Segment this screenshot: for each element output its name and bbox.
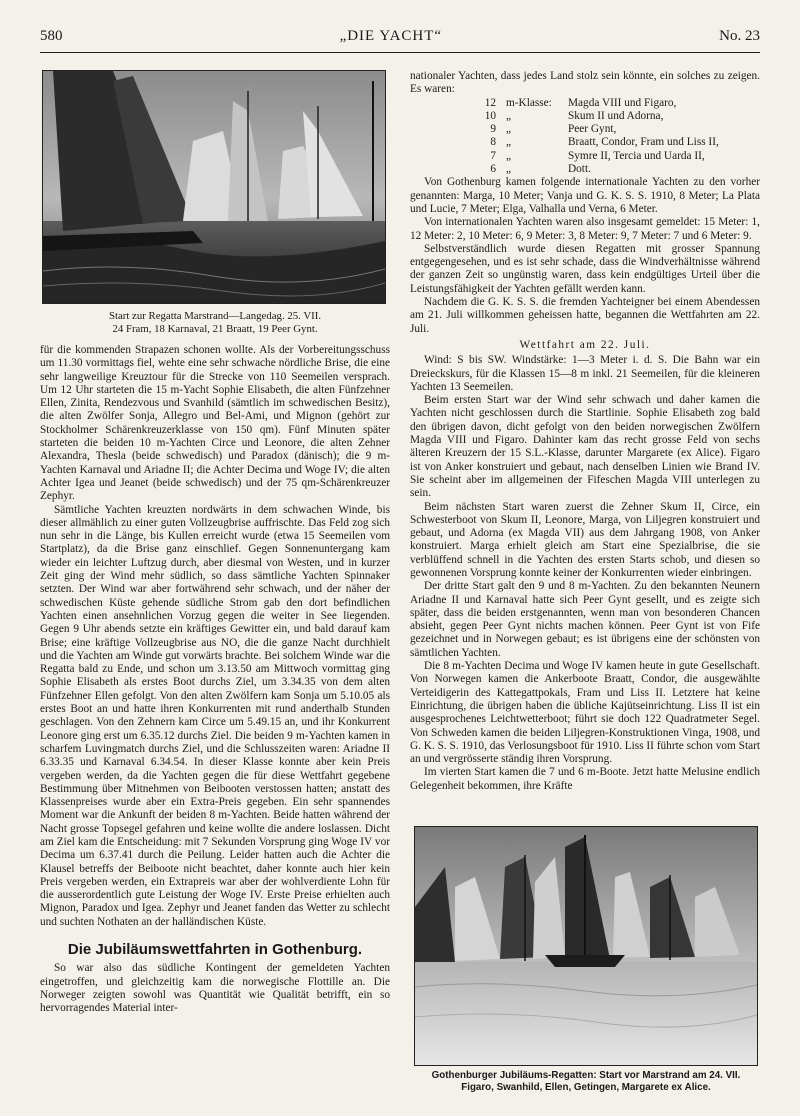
class-yachts: Peer Gynt, <box>568 123 617 136</box>
class-unit: „ <box>506 149 512 162</box>
right-paragraph-b5: Die 8 m-Yachten Decima und Woge IV kamen heute in gute Gesellschaft. Von Norwegen kamen die Ankerboote Braatt, Condor, die ausgewählte Verteidigerin des Kattegattpokals, Fram und Liss II. Letztere hat keine Einrichtung, die übrigen haben die übliche Kajütseinrichtung. Liss II ist ein ausgesprochenes Leichtwetterboot; führt sie doch 122 Quadratmeter Segel. Von Schweden kamen die beiden Liljegren-Konstruktionen Vinga, 1908, und G. K. S. S. 1910, das Verlosungsboot für 1910. Liss II führte schon vom Start an und vergrösserte ständig ihren Vorsprung. <box>410 660 760 766</box>
class-yachts: Symre II, Tercia und Uarda II, <box>568 149 705 162</box>
left-paragraph-2: Sämtliche Yachten kreuzten nordwärts in dem schwachen Winde, bis dieser allmählich zu einer guten Vollzeugbrise auffrischte. Das Feld zog sich nun sehr in die Länge, bis Kullen erreicht wurde (etwa 15 Seemeilen vom Startplatz), da die Brise ganz einschlief. Gegen Sonnenuntergang kam wieder ein leichter Luftzug durch, aber diesmal von Westen, und in kurzer Zeit ging der Wind mehr südlich, so dass sämtliche Yachten Spinnaker setzten. Der Wind war aber fortwährend sehr schwach, und der näher der schwedischen Küste gehende südliche Strom gab den dort befindlichen Yachten einen ansehnlichen Vorzug gegen die weiter in See liegenden. Gegen 9 Uhr abends setzte ein kräftiges Gewitter ein, und bald darauf kam Brise; eine kräftige Vollzeugbrise aus NO, die die ganze Nacht durchhielt und die Yachten am Winde gut vorwärts brachte. Bei solchem Winde war die Regatta bald zu Ende, und schon um 3.13.50 am Mittwoch vormittag ging Sophie Elisabeth als erstes Boot durchs Ziel, um 3.34.35 von dem alten Fünfzehner Ellen gefolgt. Von den alten Zwölfern kam Sonja um 5.10.05 als erstes Boot an und hatte ihren Konkurrenten mit rund anderthalb Stunden geschlagen. Von den Zehnern kam Circe um 5.49.15 an, und ihr Konkurrent Leonore ging erst um 6.35.12 durchs Ziel. Die beiden 9 m-Yachten kamen in scharfem Luvingmatch durchs Ziel, und die Schlusszeiten waren: Ariadne II 6.33.35 und Karnaval 6.34.54. In dieser Klasse konnte aber kein Preis vergeben werden, da die Yachten gegen die für diese Wettfahrt gegebene Bestimmung über Mitnehmen von Beibooten verstossen hatten; anstatt des Klassenpreises wurde aber ein Extra-Preis gegeben. Ein sehr spannendes Moment war die Ankunft der beiden 8 m-Yachten. Beide hatten während der Nacht grosse Topsegel gefahren und keine wollte die andere loslassen. Dicht am Ziel kam die Entscheidung: mit 7 Sekunden Vorsprung ging Woge IV vor Decima um 6.37.41 durch die Peilung. Leider hatten auch die Achter die Klausel betreffs der Beiboote nicht beachtet, daher konnte auch hier kein Preis vergeben werden, ein Extrapreis war aber der wohlverdiente Lohn für die ausserordentlich gute Leistung der Woge IV. Erste Preise erhielten auch Mignon, Paradox und Igea. Zephyr und Jeanet fanden das Wetter zu schlecht und suchten Nothaten an der halländischen Küste. <box>40 503 390 928</box>
right-paragraph-b3: Beim nächsten Start waren zuerst die Zehner Skum II, Circe, ein Schwesterboot von Skum II, Leonore, Marga, von Liljegren konstruiert und gebaut, und Adorna (ex Magda VII) aus dem Jahrgang 1908, von Anker konstruiert. Marga erhielt gleich am Start eine Spezialbrise, die sie verblüffend schnell in die Yachten des ersten Starts schob, und diesen so gewonnenen Vorsprung konnte keiner der Konkurrenten wieder einbringen. <box>410 500 760 579</box>
right-paragraph-a2: Von internationalen Yachten waren also insgesamt gemeldet: 15 Meter: 1, 12 Meter: 2, 10 Meter: 6, 9 Meter: 3, 8 Meter: 9, 7 Meter: 7 und 6 Meter: 9. <box>410 216 760 242</box>
class-size: 6 <box>490 163 496 176</box>
table-row <box>462 150 723 163</box>
photo-top-caption <box>40 310 390 336</box>
race-subheading: Wettfahrt am 22. Juli. <box>519 338 651 351</box>
class-size: 10 <box>484 109 496 122</box>
photo-top-caption-line2: 24 Fram, 18 Karnaval, 21 Braatt, 19 Peer Gynt. <box>112 323 318 335</box>
regatta-photo-bottom <box>414 826 758 1066</box>
class-size: 7 <box>490 149 496 162</box>
class-unit: m-Klasse: <box>506 96 552 109</box>
right-paragraph-a4: Nachdem die G. K. S. S. die fremden Yachteigner bei einem Abendessen am 21. Juli willkommen geheissen hatte, begannen die Wettfahrten am 22. Juli. <box>410 296 760 335</box>
right-paragraph-b1: Wind: S bis SW. Windstärke: 1—3 Meter i. d. S. Die Bahn war ein Dreieckskurs, für die Klassen 15—8 m inkl. 21 Seemeilen, für die kleineren Yachten 13 Seemeilen. <box>410 354 760 393</box>
table-row <box>462 123 723 136</box>
class-yachts: Skum II und Adorna, <box>568 109 664 122</box>
page-header <box>40 28 760 53</box>
class-unit: „ <box>506 123 512 136</box>
photo-top-caption-line1: Start zur Regatta Marstrand—Langedag. 25. VII. <box>108 310 322 322</box>
right-paragraph-b6: Im vierten Start kamen die 7 und 6 m-Boote. Jetzt hatte Melusine endlich Gelegenheit bekommen, ihre Kräfte <box>410 766 760 792</box>
photo-bottom-caption-line1: Gothenburger Jubiläums-Regatten: Start vor Marstrand am 24. VII. <box>431 1070 741 1081</box>
table-row <box>462 110 723 123</box>
photo-bottom-caption-line2: Figaro, Swanhild, Ellen, Getingen, Margarete ex Alice. <box>461 1082 711 1093</box>
table-row <box>462 163 723 176</box>
regatta-photo-bottom-block <box>414 826 758 1102</box>
right-paragraph-b4: Der dritte Start galt den 9 und 8 m-Yachten. Zu den bekannten Neunern Ariadne II und Karnaval hatte sich Peer Gynt gesellt, und es zeigte sich später, dass die beiden erstgenannten, wenn man von besonderen Chancen absieht, gegen Peer Gynt nichts machen können. Peer Gynt ist von Fife gezeichnet und in Norwegen gebaut; es ist übrigens eine der schönsten von sämtlichen Yachten. <box>410 580 760 659</box>
class-unit: „ <box>506 136 512 149</box>
class-size: 9 <box>490 123 496 136</box>
right-column <box>410 70 760 793</box>
class-size: 12 <box>484 96 496 109</box>
yacht-class-table <box>462 97 723 177</box>
journal-title: „DIE YACHT“ <box>339 28 443 44</box>
right-paragraph-a3: Selbstverständlich wurde diesen Regatten mit grosser Spannung entgegengesehen, und es ist sehr schade, dass die Windverhältnisse während der ganzen Zeit so ungünstig waren, dass kein endgültiges Urteil über die Leistungsfähigkeit der Yachten gefällt werden kann. <box>410 242 760 295</box>
section-paragraph: So war also das südliche Kontingent der gemeldeten Yachten eingetroffen, und gleichzeitig kam die norwegische Flottille an. Die Norweger zeigten sowohl was Quantität wie Qualität betrifft, ein so hervorragendes Material inter- <box>40 962 390 1015</box>
class-unit: „ <box>506 163 512 176</box>
class-yachts: Braatt, Condor, Fram und Liss II, <box>568 136 719 149</box>
table-row <box>462 97 723 110</box>
regatta-photo-top <box>42 70 386 304</box>
right-paragraph-a1: Von Gothenburg kamen folgende internationale Yachten zu den vorher genannten: Marga, 10 Meter; Vanja und G. K. S. S. 1910, 8 Meter; La Plata und Lucie, 7 Meter; Elga, Valhalla und Verna, 6 Meter. <box>410 176 760 215</box>
photo-bottom-caption <box>414 1070 758 1094</box>
page-number: 580 <box>40 28 63 44</box>
class-size: 8 <box>490 136 496 149</box>
right-intro-paragraph: nationaler Yachten, dass jedes Land stolz sein könnte, ein solches zu zeigen. Es waren: <box>410 70 760 96</box>
left-paragraph-1: für die kommenden Strapazen schonen wollte. Als der Vorbereitungsschuss um 11.30 vormittags fiel, wehte eine sehr schwache nördliche Brise, die eine sehr langweilige Kreuztour für die Strecke von 110 Seemeilen versprach. Um 12 Uhr starteten die 15 m-Yacht Sophie Elisabeth, die alten Fünfzehner Ellen, Zinita, Rendezvous und Svanhild (sämtlich im schwedischen Besitz), die alten Zwölfer Sonja, Allegro und Bel-Ami, und Mignon (gehört zur Stockholmer Schärenkreuzerklasse von 150 qm). Fünf Minuten später starteten die beiden 10 m-Yachten Circe und Leonore, die alten Zehner Alexandra, Thesla (beide schwedisch) und Paradox (dänisch); die 9 m-Yachten Karnaval und Ariadne II; die Achter Decima und Woge IV; die alten Achter Igea und Jeanet (beide schwedisch) und der 75 qm-Schärenkreuzer Zephyr. <box>40 344 390 503</box>
fleet-photo-image <box>415 827 757 1065</box>
sailboats-photo-image <box>43 71 385 303</box>
class-yachts: Dott. <box>568 163 591 176</box>
issue-number: No. 23 <box>719 28 760 44</box>
section-heading: Die Jubiläumswettfahrten in Gothenburg. <box>67 941 363 959</box>
left-column <box>40 70 390 1016</box>
right-paragraph-b2: Beim ersten Start war der Wind sehr schwach und daher kamen die Yachten nicht geschlossen durch die Startlinie. Sophie Elisabeth zog bald den übrigen davon, dicht gefolgt von den beiden norwegischen Zwölfern Magda VIII und Figaro. Dahinter kam das recht grosse Feld von sechs älteren Kreuzern der 15 S.L.-Klasse, darunter Margarete (ex Alice). Figaro ist von Anker konstruiert und gebaut, nach denselben Linien wie Brand IV. Sie scheint aber im allgemeinen der Fifeschen Magda VIII unterlegen zu sein. <box>410 394 760 500</box>
table-row <box>462 136 723 149</box>
class-yachts: Magda VIII und Figaro, <box>568 96 677 109</box>
class-unit: „ <box>506 109 512 122</box>
